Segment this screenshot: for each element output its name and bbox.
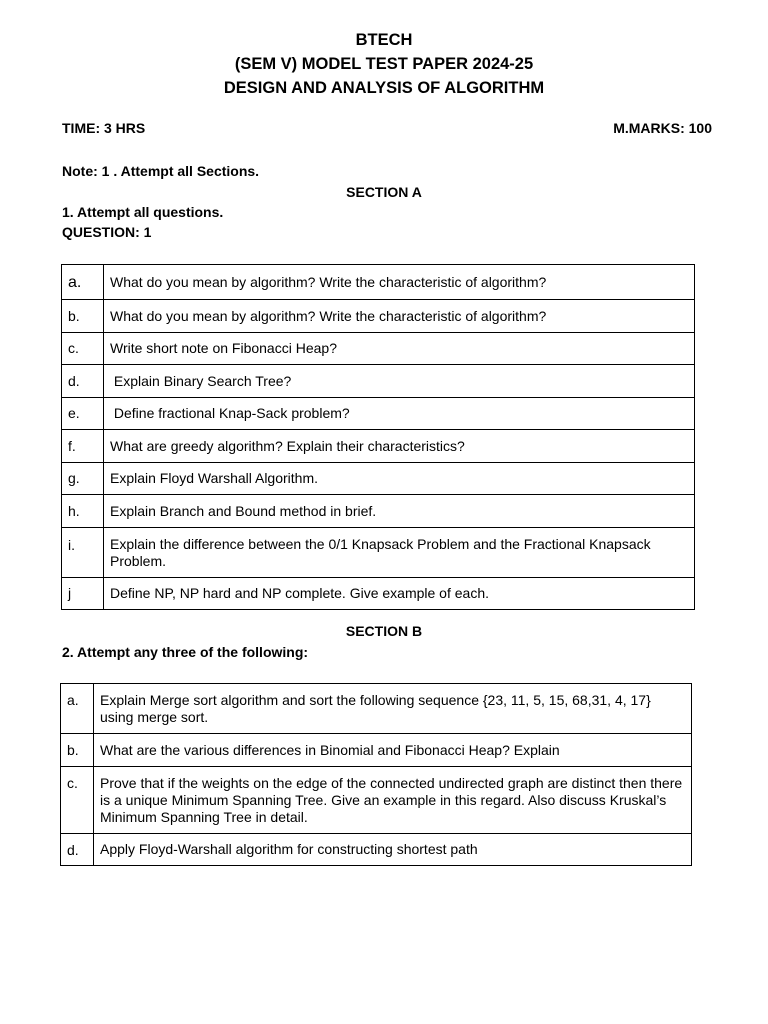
table-row [62, 333, 695, 365]
question-text: What do you mean by algorithm? Write the characteristic of algorithm? [104, 300, 695, 333]
row-label: b. [61, 734, 94, 767]
table-row [62, 495, 695, 528]
table-row [61, 834, 692, 866]
table-row [61, 734, 692, 767]
row-label: a. [62, 265, 104, 300]
exam-meta-row [62, 120, 712, 138]
table-row [62, 398, 695, 430]
row-label: d. [62, 365, 104, 398]
question-label: QUESTION: 1 [62, 224, 152, 240]
section-b-title: SECTION B [345, 623, 423, 639]
row-label: a. [61, 684, 94, 734]
row-label: e. [62, 398, 104, 430]
header-program: BTECH [355, 31, 413, 49]
paper-header [0, 28, 768, 100]
section-a-title: SECTION A [346, 184, 422, 200]
row-label: j [62, 578, 104, 610]
question-text: Define NP, NP hard and NP complete. Give example of each. [104, 578, 695, 610]
row-label: b. [62, 300, 104, 333]
section-b-instruction: 2. Attempt any three of the following: [62, 644, 309, 660]
question-text: Explain Floyd Warshall Algorithm. [104, 463, 695, 495]
table-row [62, 300, 695, 333]
header-paper-title: (SEM V) MODEL TEST PAPER 2024-25 [234, 55, 534, 73]
section-b-question-table [60, 683, 692, 866]
question-text: Explain Merge sort algorithm and sort the following sequence {23, 11, 5, 15, 68,31, 4, 17} using merge sort. [94, 684, 692, 734]
question-text: Write short note on Fibonacci Heap? [104, 333, 695, 365]
exam-max-marks: M.MARKS: 100 [613, 120, 712, 136]
table-row [61, 684, 692, 734]
question-text: What are greedy algorithm? Explain their characteristics? [104, 430, 695, 463]
table-row [61, 767, 692, 834]
exam-time: TIME: 3 HRS [62, 120, 146, 136]
question-text: Apply Floyd-Warshall algorithm for constructing shortest path [94, 834, 692, 866]
question-text: Define fractional Knap-Sack problem? [104, 398, 695, 430]
question-text: Prove that if the weights on the edge of the connected undirected graph are distinct then there is a unique Minimum Spanning Tree. Give an example in this regard. Also discuss Kruskal’s Minimum Spanning Tree in detail. [94, 767, 692, 834]
row-label: h. [62, 495, 104, 528]
table-row [62, 365, 695, 398]
question-text: Explain the difference between the 0/1 Knapsack Problem and the Fractional Knapsack Problem. [104, 528, 695, 578]
section-a-question-table [61, 264, 695, 610]
row-label: f. [62, 430, 104, 463]
exam-note: Note: 1 . Attempt all Sections. [62, 163, 260, 179]
row-label: i. [62, 528, 104, 578]
row-label: c. [62, 333, 104, 365]
table-row [62, 528, 695, 578]
section-a-instruction: 1. Attempt all questions. [62, 204, 224, 220]
row-label: d. [61, 834, 94, 866]
row-label: g. [62, 463, 104, 495]
row-label: c. [61, 767, 94, 834]
question-text: What do you mean by algorithm? Write the characteristic of algorithm? [104, 265, 695, 300]
header-subject: DESIGN AND ANALYSIS OF ALGORITHM [223, 79, 545, 97]
table-row [62, 430, 695, 463]
table-row [62, 578, 695, 610]
table-row [62, 265, 695, 300]
question-text: Explain Binary Search Tree? [104, 365, 695, 398]
table-row [62, 463, 695, 495]
question-text: What are the various differences in Binomial and Fibonacci Heap? Explain [94, 734, 692, 767]
question-text: Explain Branch and Bound method in brief. [104, 495, 695, 528]
